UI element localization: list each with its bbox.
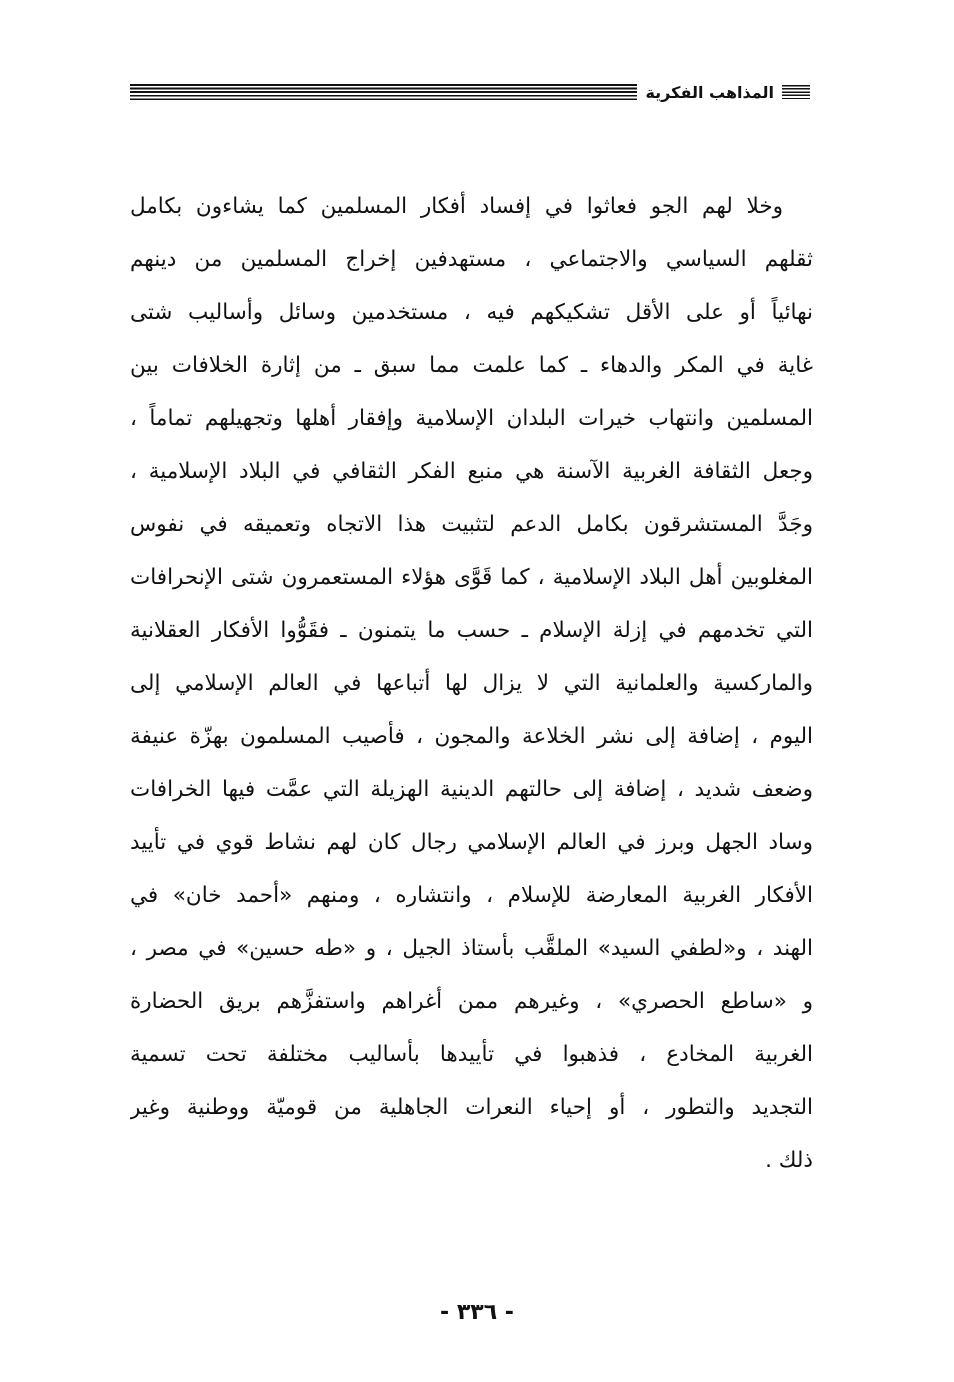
text-line: اليوم ، إضافة إلى نشر الخلاعة والمجون ، فأصيب المسلمون بهزّة عنيفة — [130, 724, 813, 749]
text-line: وساد الجهل وبرز في العالم الإسلامي رجال كان لهم نشاط قوي في تأييد — [130, 830, 813, 855]
running-title: المذاهب الفكرية — [645, 82, 774, 102]
text-line: الأفكار الغربية المعارضة للإسلام ، وانتشاره ، ومنهم «أحمد خان» في — [130, 883, 813, 908]
page-header — [130, 70, 810, 114]
header-rule-short — [782, 85, 810, 99]
body-paragraph — [130, 180, 813, 1240]
text-line: و «ساطع الحصري» ، وغيرهم ممن أغراهم واستفزَّهم بريق الحضارة — [130, 989, 813, 1014]
text-line: ذلك . — [765, 1148, 813, 1173]
text-line: الهند ، و«لطفي السيد» الملقَّب بأستاذ الجيل ، و «طه حسين» في مصر ، — [130, 936, 813, 961]
text-line: وجعل الثقافة الغربية الآسنة هي منبع الفكر الثقافي في البلاد الإسلامية ، — [130, 459, 813, 484]
page-number: - ٣٣٦ - — [440, 1300, 514, 1325]
text-line: ثقلهم السياسي والاجتماعي ، مستهدفين إخراج المسلمين من دينهم — [130, 247, 813, 272]
text-line: المسلمين وانتهاب خيرات البلدان الإسلامية وإفقار أهلها وتجهيلهم تماماً ، — [130, 406, 813, 431]
text-line: والماركسية والعلمانية التي لا يزال لها أتباعها في العالم الإسلامي إلى — [130, 671, 813, 696]
text-line: التجديد والتطور ، أو إحياء النعرات الجاهلية من قوميّة ووطنية وغير — [130, 1095, 813, 1120]
text-line: وخلا لهم الجو فعاثوا في إفساد أفكار المسلمين كما يشاءون بكامل — [130, 194, 783, 219]
text-line: وضعف شديد ، إضافة إلى حالتهم الدينية الهزيلة التي عمَّت فيها الخرافات — [130, 777, 813, 802]
header-rule-long — [130, 84, 637, 100]
text-line: الغربية المخادع ، فذهبوا في تأييدها بأساليب مختلفة تحت تسمية — [130, 1042, 813, 1067]
text-line: غاية في المكر والدهاء ـ كما علمت مما سبق ـ من إثارة الخلافات بين — [130, 353, 813, 378]
text-line: التي تخدمهم في إزلة الإسلام ـ حسب ما يتمنون ـ فقَوُّوا الأفكار العقلانية — [130, 618, 813, 643]
text-line: المغلوبين أهل البلاد الإسلامية ، كما قَوَّى هؤلاء المستعمرون شتى الإنحرافات — [130, 565, 813, 590]
text-line: نهائياً أو على الأقل تشكيكهم فيه ، مستخدمين وسائل وأساليب شتى — [130, 300, 813, 325]
text-line: وجَدَّ المستشرقون بكامل الدعم لتثبيت هذا الاتجاه وتعميقه في نفوس — [130, 512, 813, 537]
